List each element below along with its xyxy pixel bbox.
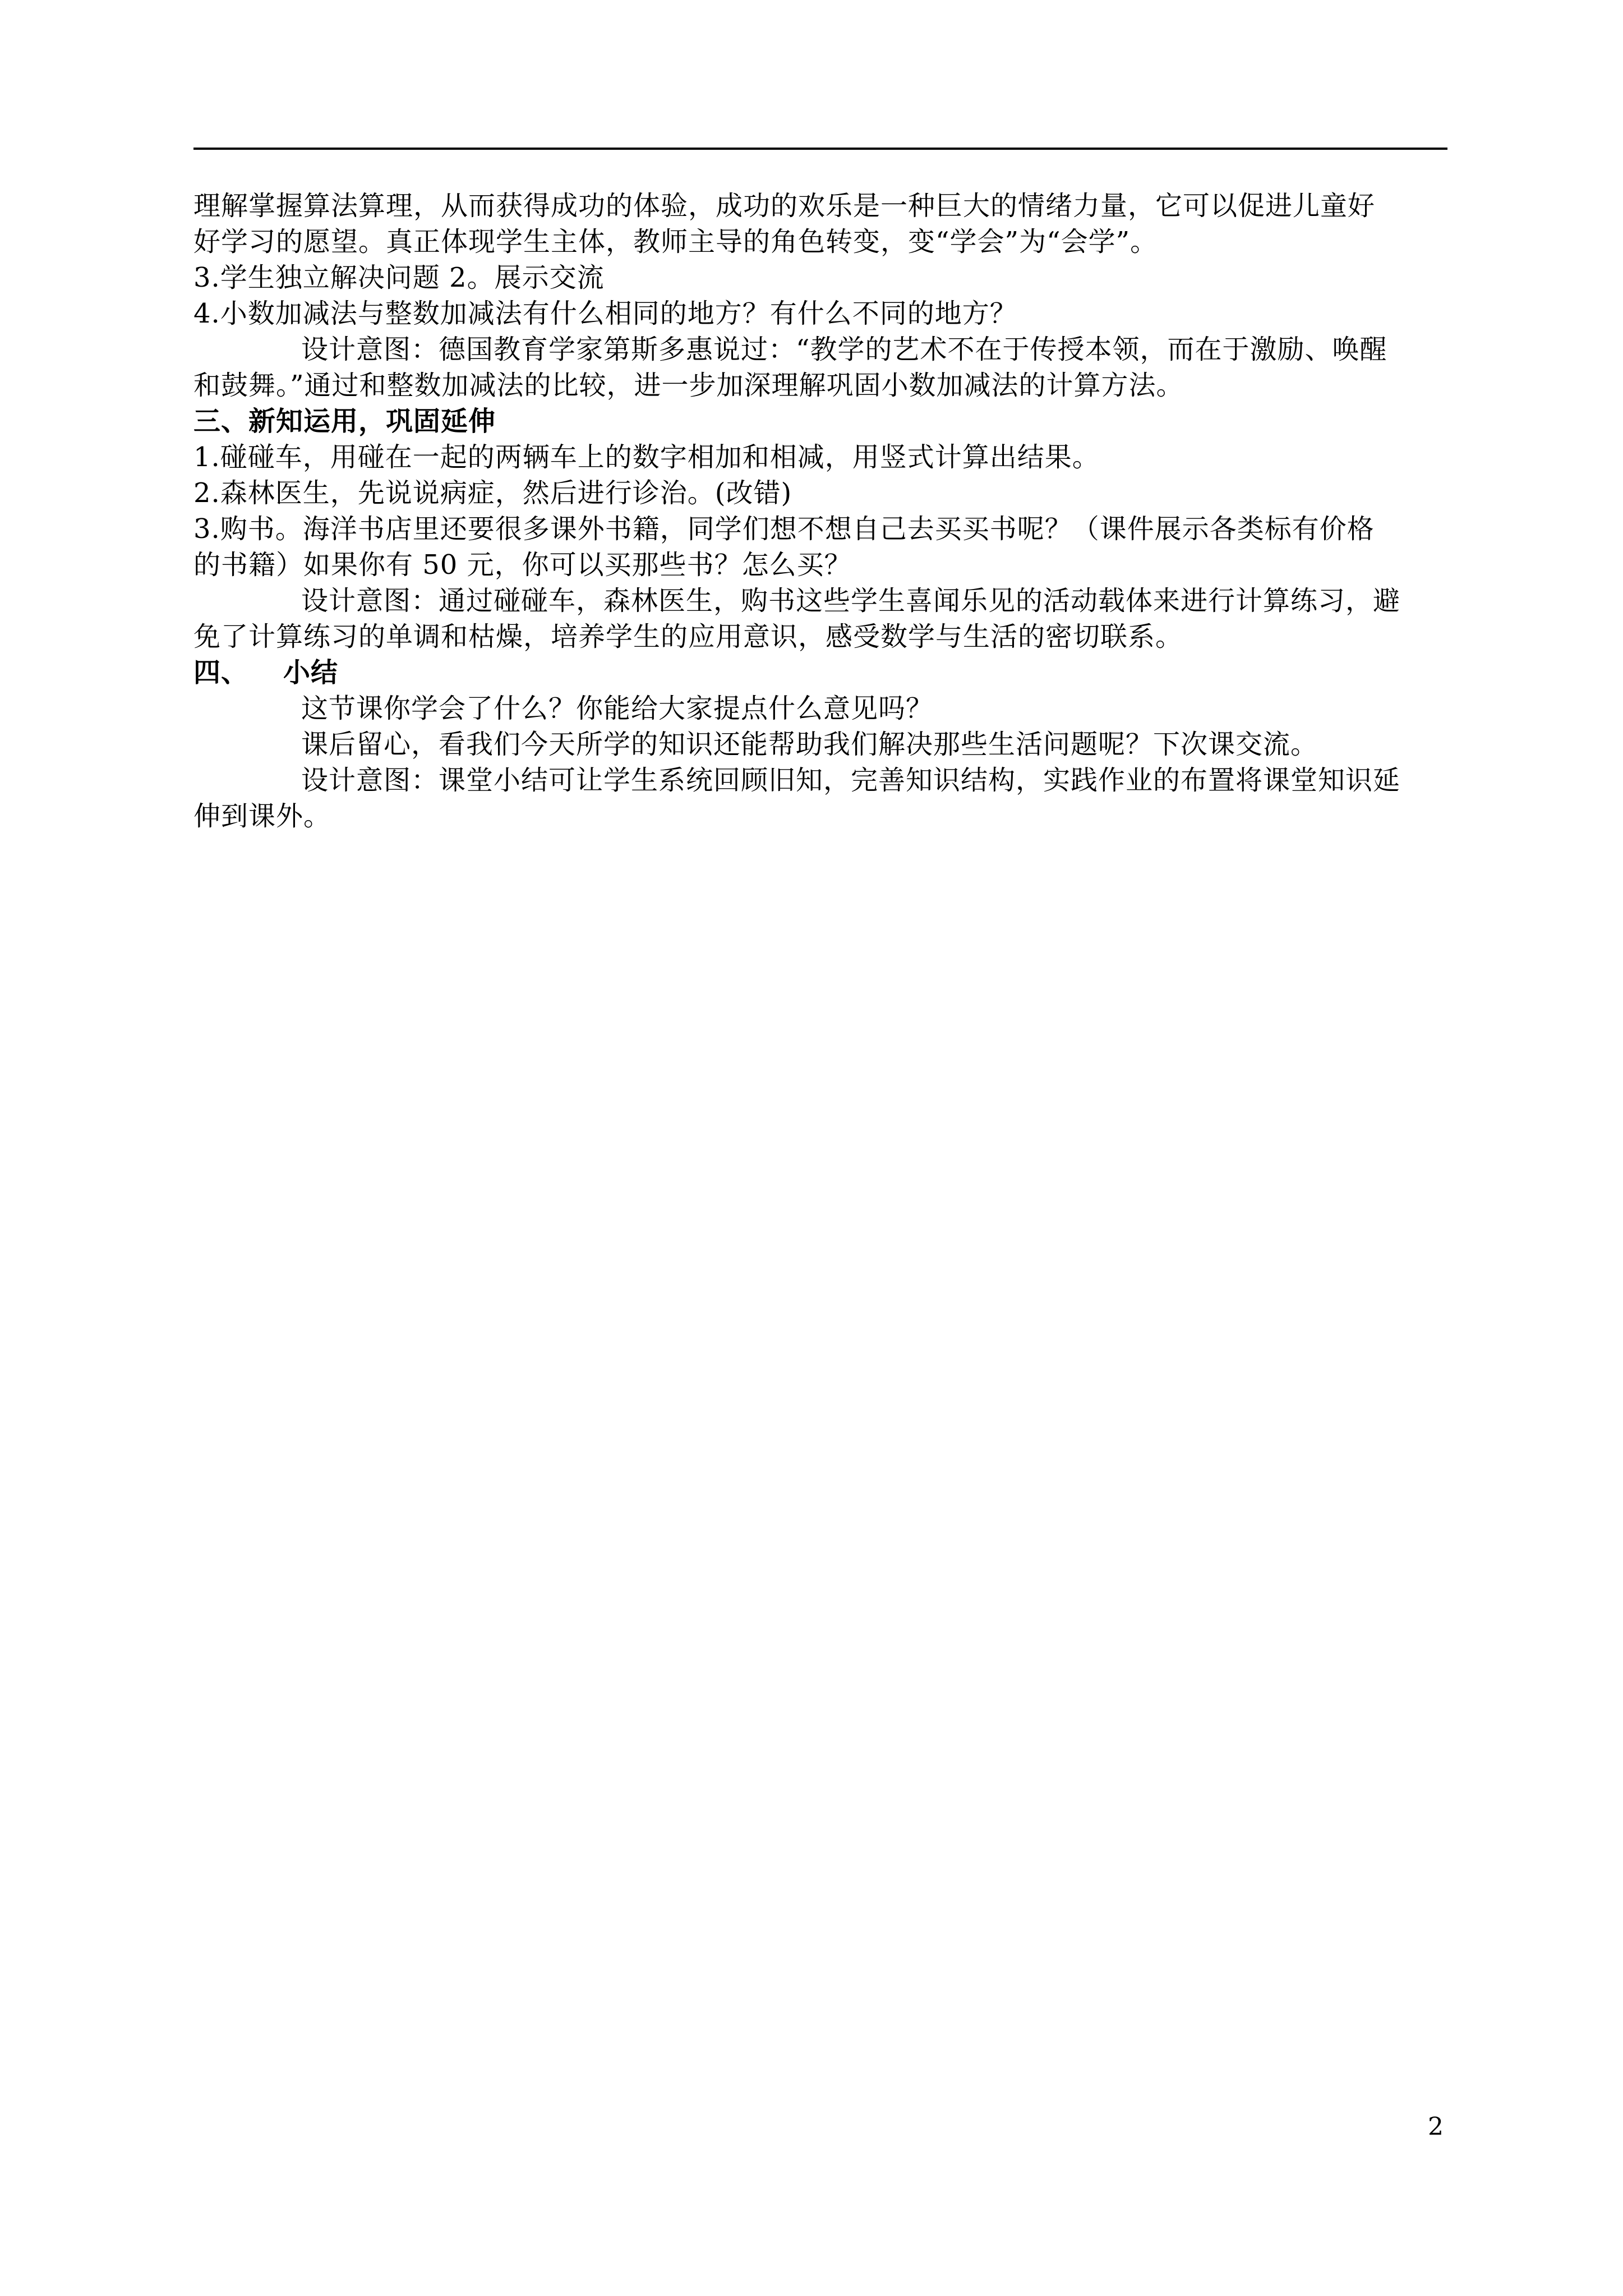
text-line: 理解掌握算法算理，从而获得成功的体验，成功的欢乐是一种巨大的情绪力量，它可以促进儿童好 (193, 190, 1376, 222)
list-item: 1.碰碰车，用碰在一起的两辆车上的数字相加和相减，用竖式计算出结果。 (193, 441, 1100, 473)
text-line: 设计意图：德国教育学家第斯多惠说过：“教学的艺术不在于传授本领，而在于激励、唤醒 (301, 334, 1387, 365)
paragraph-design-intent-1 (193, 332, 1447, 403)
text-line: 免了计算练习的单调和枯燥，培养学生的应用意识，感受数学与生活的密切联系。 (193, 621, 1183, 652)
paragraph-intro (193, 188, 1447, 260)
text-line: 设计意图：课堂小结可让学生系统回顾旧知，完善知识结构，实践作业的布置将课堂知识延 (301, 765, 1401, 796)
section-3 (193, 403, 1447, 655)
list-item: 3.购书。海洋书店里还要很多课外书籍，同学们想不想自己去买买书呢？（课件展示各类标有价格 (193, 513, 1375, 545)
section-heading-number: 四、 (193, 657, 249, 688)
paragraph-step-3 (193, 260, 1447, 296)
text-line: 和鼓舞。”通过和整数加减法的比较，进一步加深理解巩固小数加减法的计算方法。 (193, 370, 1184, 401)
text-line: 伸到课外。 (193, 800, 331, 832)
text-line: 课后留心，看我们今天所学的知识还能帮助我们解决那些生活问题呢？下次课交流。 (301, 729, 1318, 760)
section-heading (193, 655, 1447, 691)
page-number: 2 (1428, 2113, 1444, 2141)
text-line: 设计意图：通过碰碰车，森林医生，购书这些学生喜闻乐见的活动载体来进行计算练习，避 (301, 585, 1401, 616)
list-item: 2.森林医生，先说说病症，然后进行诊治。(改错) (193, 477, 792, 509)
paragraph-step-4 (193, 296, 1447, 332)
list-item: 的书籍）如果你有 50 元，你可以买那些书？怎么买？ (193, 549, 852, 581)
section-4 (193, 655, 1447, 834)
document-body (193, 188, 1447, 834)
section-heading: 三、新知运用，巩固延伸 (193, 406, 496, 437)
section-heading-text: 小结 (283, 657, 339, 688)
text-line: 好学习的愿望。真正体现学生主体，教师主导的角色转变，变“学会”为“会学”。 (193, 226, 1158, 257)
text-line: 4.小数加减法与整数加减法有什么相同的地方？有什么不同的地方？ (193, 298, 1017, 329)
header-rule (193, 148, 1447, 150)
text-line: 3.学生独立解决问题 2。展示交流 (193, 262, 605, 293)
text-line: 这节课你学会了什么？你能给大家提点什么意见吗？ (301, 693, 934, 724)
